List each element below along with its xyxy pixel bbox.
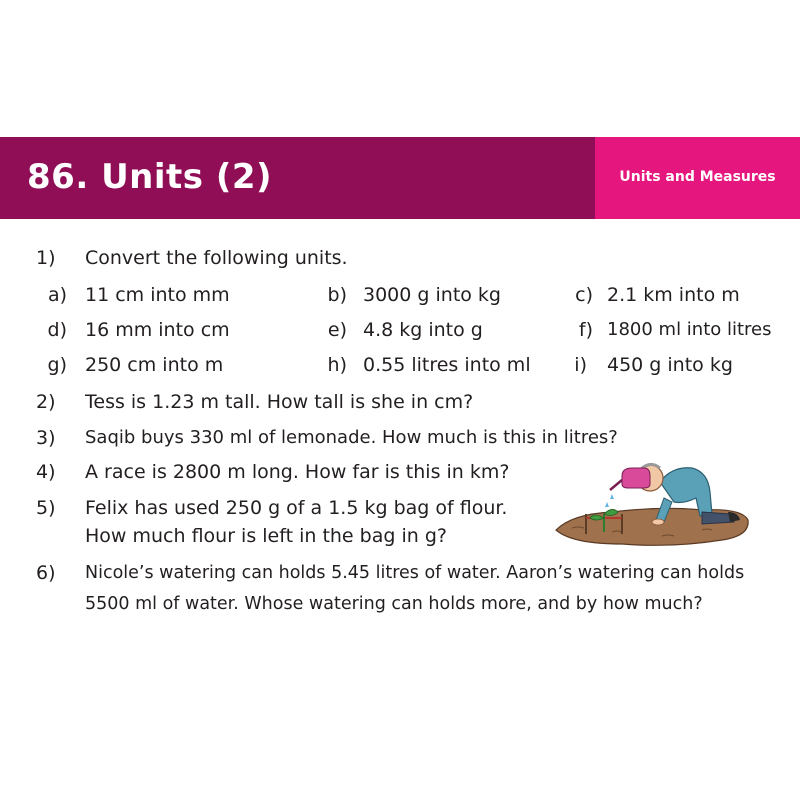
part-c-text: 2.1 km into m bbox=[607, 284, 740, 306]
gardener-watering-seedling-illustration bbox=[552, 452, 752, 552]
section-tag-band bbox=[595, 137, 800, 219]
part-d-letter: d) bbox=[47, 319, 67, 341]
question-5-number: 5) bbox=[36, 497, 56, 519]
page-header bbox=[0, 137, 800, 219]
part-f-letter: f) bbox=[578, 319, 593, 341]
page-title: 86. Units (2) bbox=[27, 157, 273, 197]
question-4-text: A race is 2800 m long. How far is this in km? bbox=[85, 461, 510, 483]
question-6-number: 6) bbox=[36, 562, 56, 584]
question-2-number: 2) bbox=[36, 391, 56, 413]
question-1-number: 1) bbox=[36, 247, 56, 269]
part-i-letter: i) bbox=[574, 354, 587, 376]
part-h-text: 0.55 litres into ml bbox=[363, 354, 531, 376]
question-4-number: 4) bbox=[36, 461, 56, 483]
part-a-letter: a) bbox=[47, 284, 67, 306]
part-i-text: 450 g into kg bbox=[607, 354, 733, 376]
part-d-text: 16 mm into cm bbox=[85, 319, 230, 341]
part-b-letter: b) bbox=[327, 284, 347, 306]
part-a-text: 11 cm into mm bbox=[85, 284, 230, 306]
section-tag: Units and Measures bbox=[619, 169, 776, 185]
question-1-prompt: Convert the following units. bbox=[85, 247, 348, 269]
question-3-text: Saqib buys 330 ml of lemonade. How much is this in litres? bbox=[85, 427, 618, 448]
question-5-line-1: Felix has used 250 g of a 1.5 kg bag of flour. bbox=[85, 497, 508, 519]
question-2-text: Tess is 1.23 m tall. How tall is she in cm? bbox=[85, 391, 474, 413]
part-g-text: 250 cm into m bbox=[85, 354, 224, 376]
part-e-text: 4.8 kg into g bbox=[363, 319, 483, 341]
question-3-number: 3) bbox=[36, 427, 56, 449]
part-b-text: 3000 g into kg bbox=[363, 284, 501, 306]
part-g-letter: g) bbox=[47, 354, 67, 376]
part-c-letter: c) bbox=[575, 284, 593, 306]
question-6-line-2: 5500 ml of water. Whose watering can holds more, and by how much? bbox=[85, 594, 703, 614]
part-e-letter: e) bbox=[327, 319, 347, 341]
part-f-text: 1800 ml into litres bbox=[607, 319, 772, 340]
part-h-letter: h) bbox=[327, 354, 347, 376]
title-band bbox=[0, 137, 595, 219]
question-6-line-1: Nicole’s watering can holds 5.45 litres of water. Aaron’s watering can holds bbox=[85, 563, 745, 583]
question-5-line-2: How much flour is left in the bag in g? bbox=[85, 525, 447, 547]
